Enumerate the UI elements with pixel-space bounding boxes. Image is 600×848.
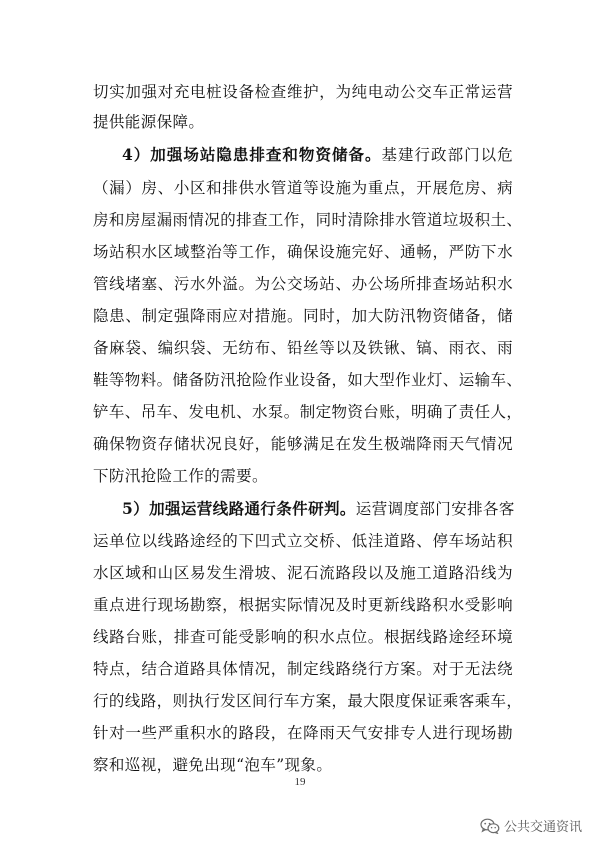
section5-line: 特点，结合道路具体情况，制定线路绕行方案。对于无法绕 <box>93 660 513 678</box>
page-number: 19 <box>294 776 306 788</box>
continuation-line-2: 提供能源保障。 <box>93 113 205 131</box>
section4-line: 下防汛抢险工作的需要。 <box>93 467 268 485</box>
section5-line: 针对一些严重积水的路段，在降雨天气安排专人进行现场勘 <box>93 724 513 742</box>
section4-line: （漏）房、小区和排供水管道等设施为重点，开展危房、病 <box>93 179 513 197</box>
section5-line: 水区域和山区易发生滑坡、泥石流路段以及施工道路沿线为 <box>93 564 513 582</box>
section4-line: 鞋等物料。储备防汛抢险作业设备，如大型作业灯、运输车、 <box>93 371 523 389</box>
section4-line: 房和房屋漏雨情况的排查工作，同时清除排水管道垃圾积土、 <box>93 211 523 229</box>
section5-heading: 5）加强运营线路通行条件研判。 <box>122 499 356 518</box>
section5-line: 察和巡视，避免出现“泡车”现象。 <box>93 756 333 774</box>
watermark-text: 公共交通资讯 <box>503 820 582 835</box>
section4-line: 场站积水区域整治等工作，确保设施完好、通畅，严防下水 <box>93 243 513 261</box>
section5-line: 线路台账，排查可能受影响的积水点位。根据线路途经环境 <box>93 628 513 646</box>
wechat-watermark <box>480 816 582 835</box>
wechat-icon <box>480 818 500 834</box>
section4-line: 管线堵塞、污水外溢。为公交场站、办公场所排查场站积水 <box>93 275 513 293</box>
section4-heading: 4）加强场站隐患排查和物资储备。 <box>122 145 382 164</box>
section5-line: 运单位以线路途经的下凹式立交桥、低洼道路、停车场站积 <box>93 532 513 550</box>
section5-line: 重点进行现场勘察，根据实际情况及时更新线路积水受影响 <box>93 596 513 614</box>
section4-first-line-text: 基建行政部门以危 <box>381 146 514 164</box>
section4-line: 备麻袋、编织袋、无纺布、铅丝等以及铁锹、镐、雨衣、雨 <box>93 339 513 357</box>
section4-line: 铲车、吊车、发电机、水泵。制定物资台账，明确了责任人， <box>93 403 523 421</box>
section5-line: 行的线路，则执行发区间行车方案，最大限度保证乘客乘车， <box>93 692 523 710</box>
section4-line: 确保物资存储状况良好，能够满足在发生极端降雨天气情况 <box>93 435 513 453</box>
section5-first-line <box>122 499 513 519</box>
continuation-line-1: 切实加强对充电桩设备检查维护，为纯电动公交车正常运营 <box>93 83 513 101</box>
section4-first-line <box>122 145 513 165</box>
section4-line: 隐患、制定强降雨应对措施。同时，加大防汛物资储备，储 <box>93 307 513 325</box>
section5-first-line-text: 运营调度部门安排各客 <box>355 500 515 518</box>
